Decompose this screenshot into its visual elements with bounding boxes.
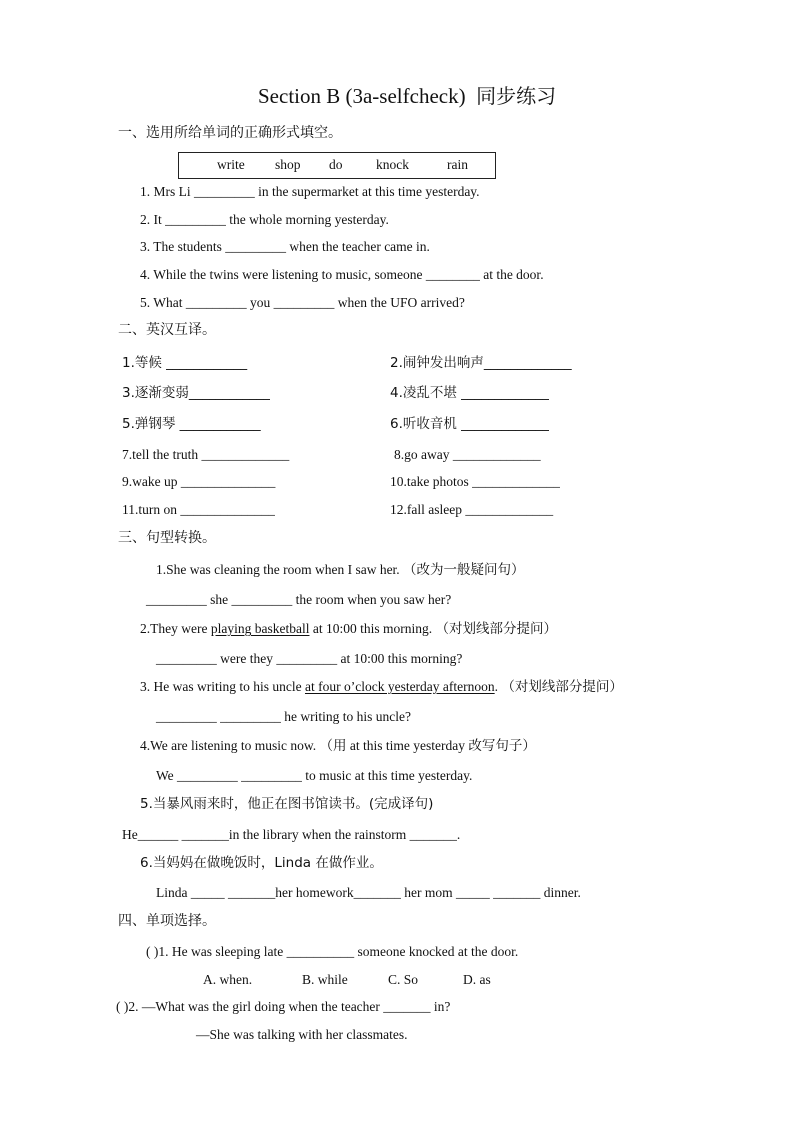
question: 5. What _________ you _________ when the UFO arrived? (140, 295, 465, 310)
question: 2.They were playing basketball at 10:00 this morning. （对划线部分提问） (140, 621, 557, 636)
translation-item: 2.闹钟发出响声_____________ (390, 355, 572, 371)
translation-item: 6.听收音机 _____________ (390, 416, 549, 432)
question: 3. He was writing to his uncle at four o’clock yesterday afternoon. （对划线部分提问） (140, 679, 623, 694)
section-4-heading: 四、单项选择。 (118, 913, 216, 929)
question: 2. It _________ the whole morning yesterday. (140, 212, 389, 227)
answer-line: _________ were they _________ at 10:00 this morning? (156, 651, 463, 666)
question: 5.当暴风雨来时，他正在图书馆读书。(完成译句) (140, 796, 434, 812)
translation-item: 8.go away _____________ (394, 447, 541, 462)
translation-item: 4.凌乱不堪 _____________ (390, 385, 549, 401)
question: 4.We are listening to music now. （用 at this time yesterday 改写句子） (140, 738, 536, 753)
translation-item: 10.take photos _____________ (390, 474, 560, 489)
section-2-heading: 二、英汉互译。 (118, 322, 216, 338)
question: ( )1. He was sleeping late __________ someone knocked at the door. (146, 944, 519, 959)
word-item: rain (447, 157, 468, 172)
translation-item: 5.弹钢琴 ____________ (122, 416, 261, 432)
translation-item: 3.逐渐变弱____________ (122, 385, 270, 401)
title-en: Section B (3a-selfcheck) (258, 84, 466, 108)
word-item: do (329, 157, 343, 172)
answer-line: _________ she _________ the room when you saw her? (146, 592, 452, 607)
title-cn: 同步练习 (476, 84, 557, 108)
question: 4. While the twins were listening to music, someone ________ at the door. (140, 267, 544, 282)
page-title (258, 80, 556, 109)
word-item: shop (275, 157, 301, 172)
translation-item: 12.fall asleep _____________ (390, 502, 554, 517)
answer-line: —She was talking with her classmates. (196, 1027, 408, 1042)
question: 3. The students _________ when the teacher came in. (140, 239, 430, 254)
answer-line: Linda _____ _______her homework_______ her mom _____ _______ dinner. (156, 885, 581, 900)
answer-line: _________ _________ he writing to his uncle? (156, 709, 411, 724)
question: 1.She was cleaning the room when I saw her. （改为一般疑问句） (156, 562, 525, 577)
question: 6.当妈妈在做晚饭时，Linda 在做作业。 (140, 855, 383, 871)
option: A. when. (203, 972, 253, 987)
word-box (178, 152, 496, 179)
section-3-heading: 三、句型转换。 (118, 530, 216, 546)
translation-item: 7.tell the truth _____________ (122, 447, 290, 462)
translation-item: 11.turn on ______________ (122, 502, 275, 517)
option: D. as (463, 972, 491, 987)
question: 1. Mrs Li _________ in the supermarket at this time yesterday. (140, 184, 480, 199)
translation-item: 1.等候 ____________ (122, 355, 248, 371)
underlined-phrase: at four o’clock yesterday afternoon (304, 679, 495, 694)
underlined-phrase: playing basketball (210, 621, 310, 636)
word-item: write (217, 157, 245, 172)
word-item: knock (376, 157, 409, 172)
answer-line: We _________ _________ to music at this time yesterday. (156, 768, 473, 783)
translation-item: 9.wake up ______________ (122, 474, 276, 489)
question: ( )2. —What was the girl doing when the teacher _______ in? (116, 999, 451, 1014)
option: C. So (388, 972, 419, 987)
section-1-heading: 一、选用所给单词的正确形式填空。 (118, 125, 342, 141)
answer-line: He______ _______in the library when the rainstorm _______. (122, 827, 461, 842)
option: B. while (302, 972, 348, 987)
